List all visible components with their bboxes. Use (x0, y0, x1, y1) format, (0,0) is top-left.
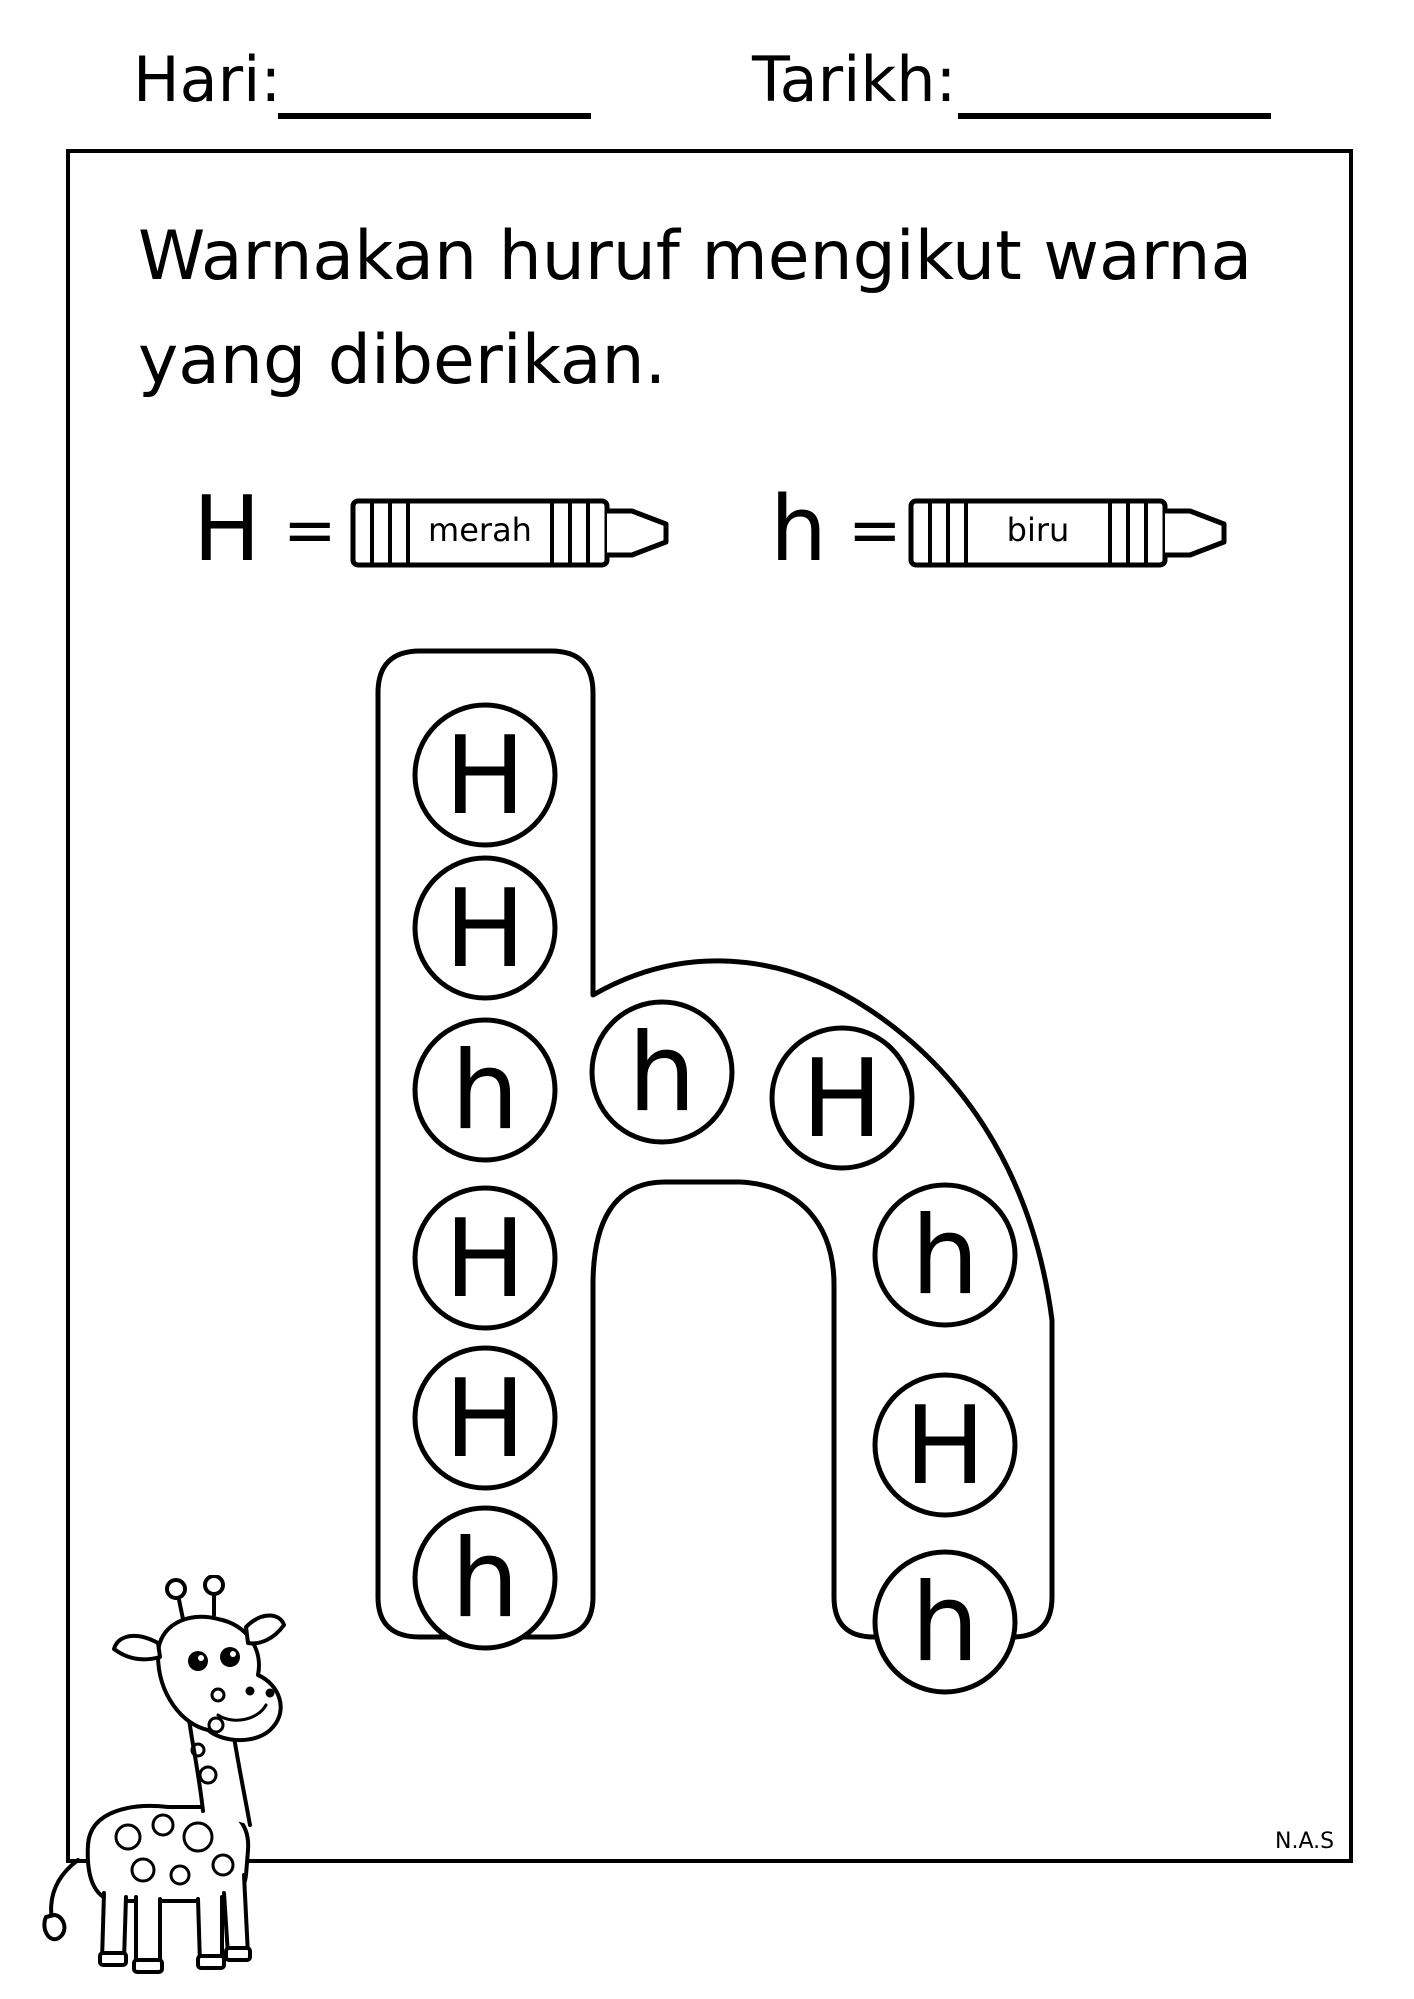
letter-bubble-stem-2[interactable] (415, 858, 555, 998)
bubble-letter: h (910, 1561, 980, 1686)
day-label: Hari: (133, 43, 282, 116)
key-equals-2: = (848, 494, 902, 568)
bubble-letter: H (904, 1384, 986, 1509)
instruction-line-1: Warnakan huruf mengikut warna (138, 217, 1253, 296)
key-letter-uppercase: H (193, 477, 261, 582)
crayon-red-label: merah (428, 511, 532, 549)
letter-bubble-stem-1[interactable] (415, 705, 555, 845)
credit-text: N.A.S (1275, 1829, 1335, 1854)
bubble-letter: h (450, 1517, 520, 1642)
letter-bubble-stem-6[interactable] (415, 1508, 555, 1648)
crayon-blue-label: biru (1006, 511, 1070, 549)
letter-bubble-stem-5[interactable] (415, 1348, 555, 1488)
giraffe-icon (18, 1575, 318, 1995)
date-label: Tarikh: (752, 43, 957, 116)
bubble-letter: H (801, 1037, 883, 1162)
bubble-letter: H (444, 1197, 526, 1322)
letter-bubble-arch-2[interactable] (772, 1028, 912, 1168)
letter-bubble-leg-1[interactable] (875, 1185, 1015, 1325)
bubble-letter: h (627, 1011, 697, 1136)
bubble-letter: H (444, 867, 526, 992)
bubble-letter: H (444, 714, 526, 839)
key-letter-lowercase: h (770, 477, 828, 582)
bubble-letter: h (450, 1029, 520, 1154)
instruction-line-2: yang diberikan. (138, 321, 667, 400)
bubble-letter: h (910, 1194, 980, 1319)
letter-bubble-leg-3[interactable] (875, 1552, 1015, 1692)
letter-bubble-arch-1[interactable] (592, 1002, 732, 1142)
letter-bubble-stem-3[interactable] (415, 1020, 555, 1160)
letter-bubble-leg-2[interactable] (875, 1375, 1015, 1515)
bubble-letter: H (444, 1357, 526, 1482)
key-equals-1: = (283, 494, 337, 568)
letter-bubble-stem-4[interactable] (415, 1188, 555, 1328)
